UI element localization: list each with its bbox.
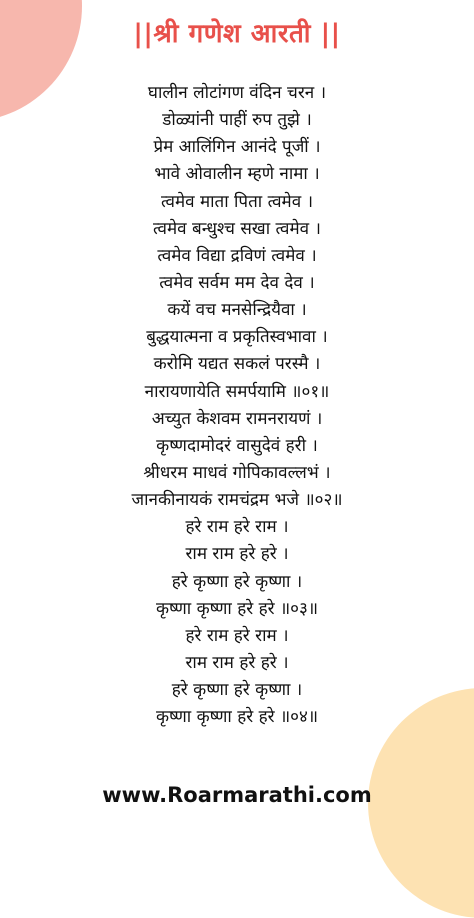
verse-line: प्रेम आलिंगिन आनंदे पूजीं । xyxy=(153,137,321,158)
verse-line: त्वमेव माता पिता त्वमेव । xyxy=(160,191,314,212)
verse-line: हरे कृष्णा हरे कृष्णा । xyxy=(171,680,303,701)
verse-line: राम राम हरे हरे । xyxy=(185,544,289,565)
verse-line: राम राम हरे हरे । xyxy=(185,652,289,673)
verse-line: करोमि यद्यत सकलं परस्मै । xyxy=(153,354,321,375)
verse-line: त्वमेव बन्धुश्च सखा त्वमेव । xyxy=(153,218,321,239)
verse-line: त्वमेव विद्या द्रविणं त्वमेव । xyxy=(157,245,317,266)
verse-line: हरे राम हरे राम । xyxy=(185,517,289,538)
verse-line: हरे कृष्णा हरे कृष्णा । xyxy=(171,571,303,592)
verse-line: नारायणायेति समर्पयामि ॥०१॥ xyxy=(144,381,330,402)
verse-line: कृष्णा कृष्णा हरे हरे ॥०४॥ xyxy=(155,707,319,728)
verse-line: बुद्धयात्मना व प्रकृतिस्वभावा । xyxy=(146,327,328,348)
verse-line: कयें वच मनसेन्द्रियैवा । xyxy=(167,300,307,321)
verse-line: कृष्णा कृष्णा हरे हरे ॥०३॥ xyxy=(155,598,319,619)
website-url: www.Roarmarathi.com xyxy=(102,783,372,807)
verse-line: श्रीधरम माधवं गोपिकावल्लभं । xyxy=(143,462,331,483)
verse-line: भावे ओवालीन म्हणे नामा । xyxy=(154,164,320,185)
verse-line: जानकीनायकं रामचंद्रम भजे ॥०२॥ xyxy=(131,490,343,511)
verse-line: कृष्णदामोदरं वासुदेवं हरी । xyxy=(156,435,318,456)
verse-line: हरे राम हरे राम । xyxy=(185,625,289,646)
verse-line: डोळ्यांनी पाहीं रुप तुझे । xyxy=(162,110,312,131)
verse-line: अच्युत केशवम रामनरायणं । xyxy=(151,408,323,429)
verse-line: घालीन लोटांगण वंदिन चरन । xyxy=(147,83,327,103)
aarti-verses xyxy=(0,80,474,731)
verse-line: त्वमेव सर्वम मम देव देव । xyxy=(159,272,315,293)
page-title: ||श्री गणेश आरती || xyxy=(133,19,341,49)
